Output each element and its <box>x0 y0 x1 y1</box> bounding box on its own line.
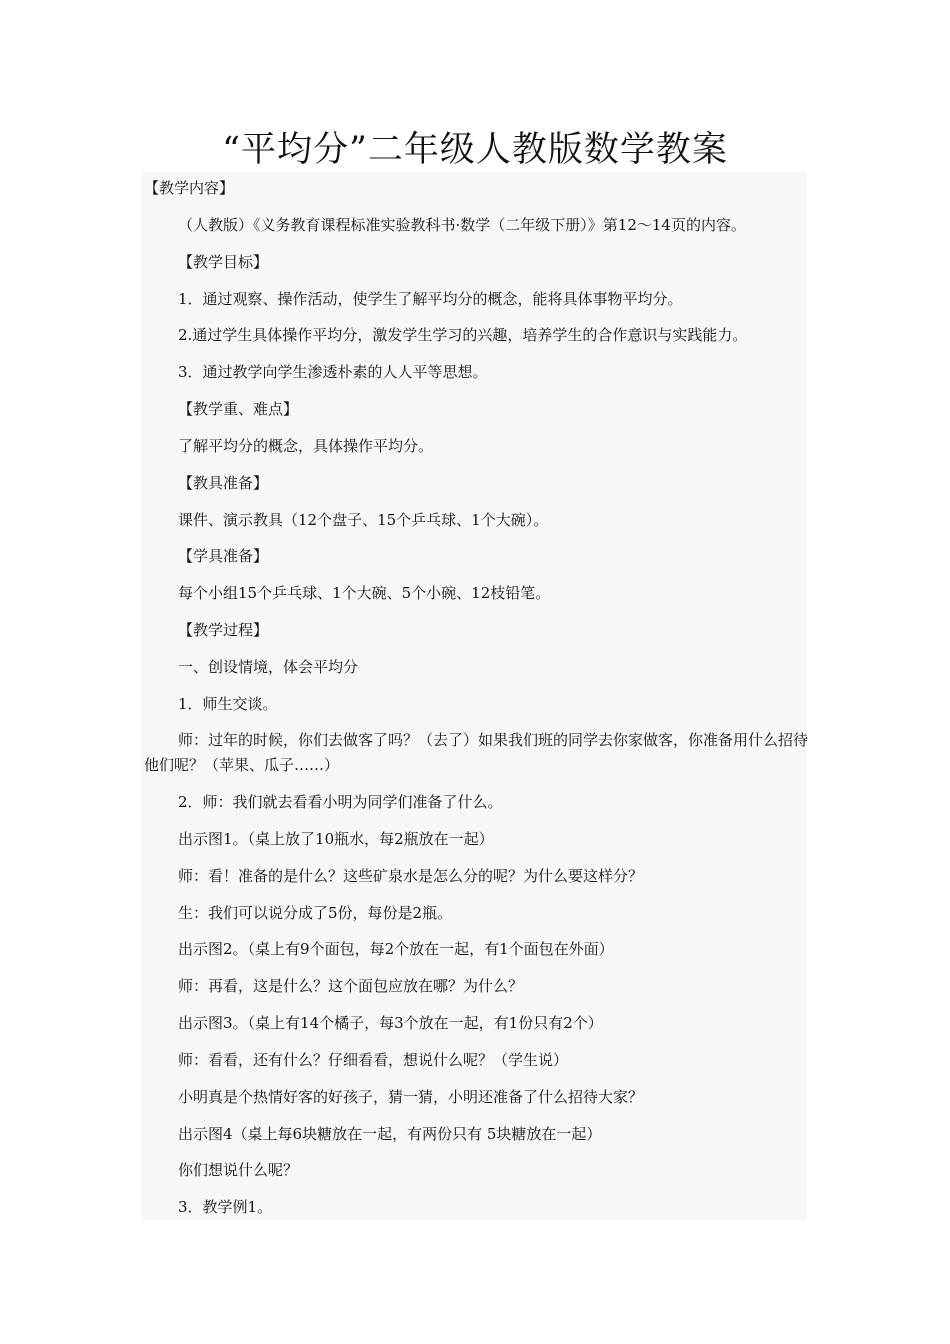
teacher-tools-text: 课件、演示教具（12个盘子、15个乒乓球、1个大碗）。 <box>178 511 549 529</box>
process-line: 2．师：我们就去看看小明为同学们准备了什么。 <box>178 793 503 811</box>
process-paragraph: 师：过年的时候，你们去做客了吗？（去了）如果我们班的同学去你家做客，你准备用什么招待他们呢？（苹果、瓜子……） <box>144 731 809 774</box>
section-heading-student-tools: 【学具准备】 <box>178 547 269 565</box>
process-line: 师：看看，还有什么？仔细看看，想说什么呢？（学生说） <box>178 1051 569 1069</box>
section-heading-key-points: 【教学重、难点】 <box>178 400 299 418</box>
process-line: 师：再看，这是什么？这个面包应放在哪？为什么？ <box>178 977 524 995</box>
document-body <box>142 172 807 1220</box>
content-text: （人教版）《义务教育课程标准实验教科书·数学（二年级下册）》第12～14页的内容。 <box>178 216 746 234</box>
goal-item-1: 1．通过观察、操作活动，使学生了解平均分的概念，能将具体事物平均分。 <box>178 290 683 308</box>
process-line: 出示图1。（桌上放了10瓶水，每2瓶放在一起） <box>178 830 494 848</box>
section-heading-process: 【教学过程】 <box>178 621 269 639</box>
process-line: 出示图4（桌上每6块糖放在一起，有两份只有 5块糖放在一起） <box>178 1125 602 1143</box>
process-line: 你们想说什么呢？ <box>178 1161 299 1179</box>
process-line: 出示图2。（桌上有9个面包，每2个放在一起，有1个面包在外面） <box>178 940 614 958</box>
goal-item-2: 2.通过学生具体操作平均分，激发学生学习的兴趣，培养学生的合作意识与实践能力。 <box>178 326 748 344</box>
goal-item-3: 3．通过教学向学生渗透朴素的人人平等思想。 <box>178 363 488 381</box>
key-points-text: 了解平均分的概念，具体操作平均分。 <box>178 437 434 455</box>
section-heading-teacher-tools: 【教具准备】 <box>178 474 269 492</box>
process-line: 生：我们可以说分成了5份，每份是2瓶。 <box>178 904 453 922</box>
process-line: 出示图3。（桌上有14个橘子，每3个放在一起，有1份只有2个） <box>178 1014 603 1032</box>
section-heading-content: 【教学内容】 <box>144 179 235 197</box>
process-line: 一、创设情境，体会平均分 <box>178 658 359 676</box>
process-line: 师：看！准备的是什么？这些矿泉水是怎么分的呢？为什么要这样分？ <box>178 867 644 885</box>
section-heading-goals: 【教学目标】 <box>178 253 269 271</box>
process-line: 1．师生交谈。 <box>178 695 278 713</box>
process-line: 3．教学例1。 <box>178 1198 273 1216</box>
process-line: 小明真是个热情好客的好孩子，猜一猜，小明还准备了什么招待大家？ <box>178 1088 644 1106</box>
page-title: “平均分”二年级人教版数学教案 <box>222 130 728 170</box>
student-tools-text: 每个小组15个乒乓球、1个大碗、5个小碗、12枝铅笔。 <box>178 584 551 602</box>
